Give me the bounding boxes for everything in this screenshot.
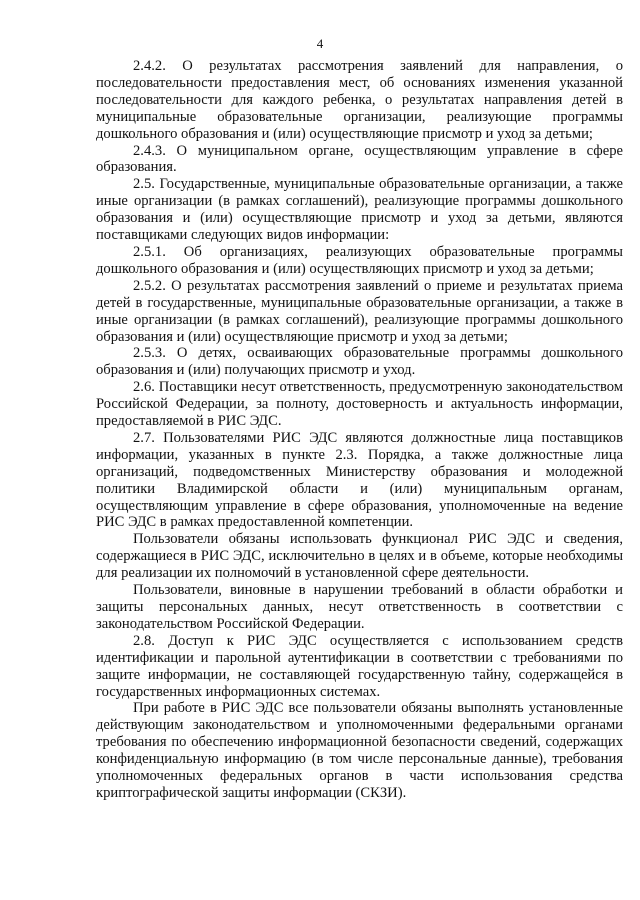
paragraph-2-5-1: 2.5.1. Об организациях, реализующих образовательные программы дошкольного образования и (или) осуществляющих присмотр и уход за детьми; [96,243,623,277]
document-body [96,58,623,802]
paragraph-2-4-3: 2.4.3. О муниципальном органе, осуществляющим управление в сфере образования. [96,142,623,176]
paragraph-2-7: 2.7. Пользователями РИС ЭДС являются должностные лица поставщиков информации, указанных в пункте 2.3. Порядка, а также должностные лица организаций, подведомственных Министерству образования и молодежной политики Владимирской области и (или) муниципальным органам, осуществляющим управление в сфере образования, уполномоченные на ведение РИС ЭДС в рамках предоставленной компетенции. [96,429,623,531]
page-number: 4 [316,36,324,51]
paragraph-security-requirements: При работе в РИС ЭДС все пользователи обязаны выполнять установленные действующим законодательством и уполномоченными федеральными органами требования по обеспечению информационной безопасности сведений, содержащих конфиденциальную информацию (в том числе персональные данные), требования уполномоченных федеральных органов в части использования средства криптографической защиты информации (СКЗИ). [96,700,623,801]
paragraph-2-5-2: 2.5.2. О результатах рассмотрения заявлений о приеме и результатах приема детей в государственные, муниципальные образовательные организации, а также в иные организации (в рамках соглашений), реализующие программы дошкольного образования и (или) осуществляющие присмотр и уход за детьми; [96,277,623,345]
paragraph-users-liability: Пользователи, виновные в нарушении требований в области обработки и защиты персональных данных, несут ответственность в соответствии с законодательством Российской Федерации. [96,582,623,632]
paragraph-2-4-2: 2.4.2. О результатах рассмотрения заявлений для направления, о последовательности предоставления мест, об основаниях изменения указанной последовательности для каждого ребенка, о результатах направления детей в муниципальные образовательные организации, реализующие программы дошкольного образования и (или) осуществляющие присмотр и уход за детьми; [96,58,623,142]
paragraph-2-5: 2.5. Государственные, муниципальные образовательные организации, а также иные организации (в рамках соглашений), реализующие программы дошкольного образования и (или) осуществляющие присмотр и уход за детьми, являются поставщиками следующих видов информации: [96,176,623,244]
paragraph-2-6: 2.6. Поставщики несут ответственность, предусмотренную законодательством Российской Федерации, за полноту, достоверность и актуальность информации, предоставляемой в РИС ЭДС. [96,379,623,430]
paragraph-users-obligations: Пользователи обязаны использовать функционал РИС ЭДС и сведения, содержащиеся в РИС ЭДС, исключительно в целях и в объеме, которые необходимы для реализации их полномочий в установленной сфере деятельности. [96,531,623,582]
paragraph-2-5-3: 2.5.3. О детях, осваивающих образовательные программы дошкольного образования и (или) получающих присмотр и уход. [96,345,623,379]
paragraph-2-8: 2.8. Доступ к РИС ЭДС осуществляется с использованием средств идентификации и парольной аутентификации в соответствии с требованиями по защите информации, не составляющей государственную тайну, содержащейся в государственных информационных системах. [96,632,623,700]
